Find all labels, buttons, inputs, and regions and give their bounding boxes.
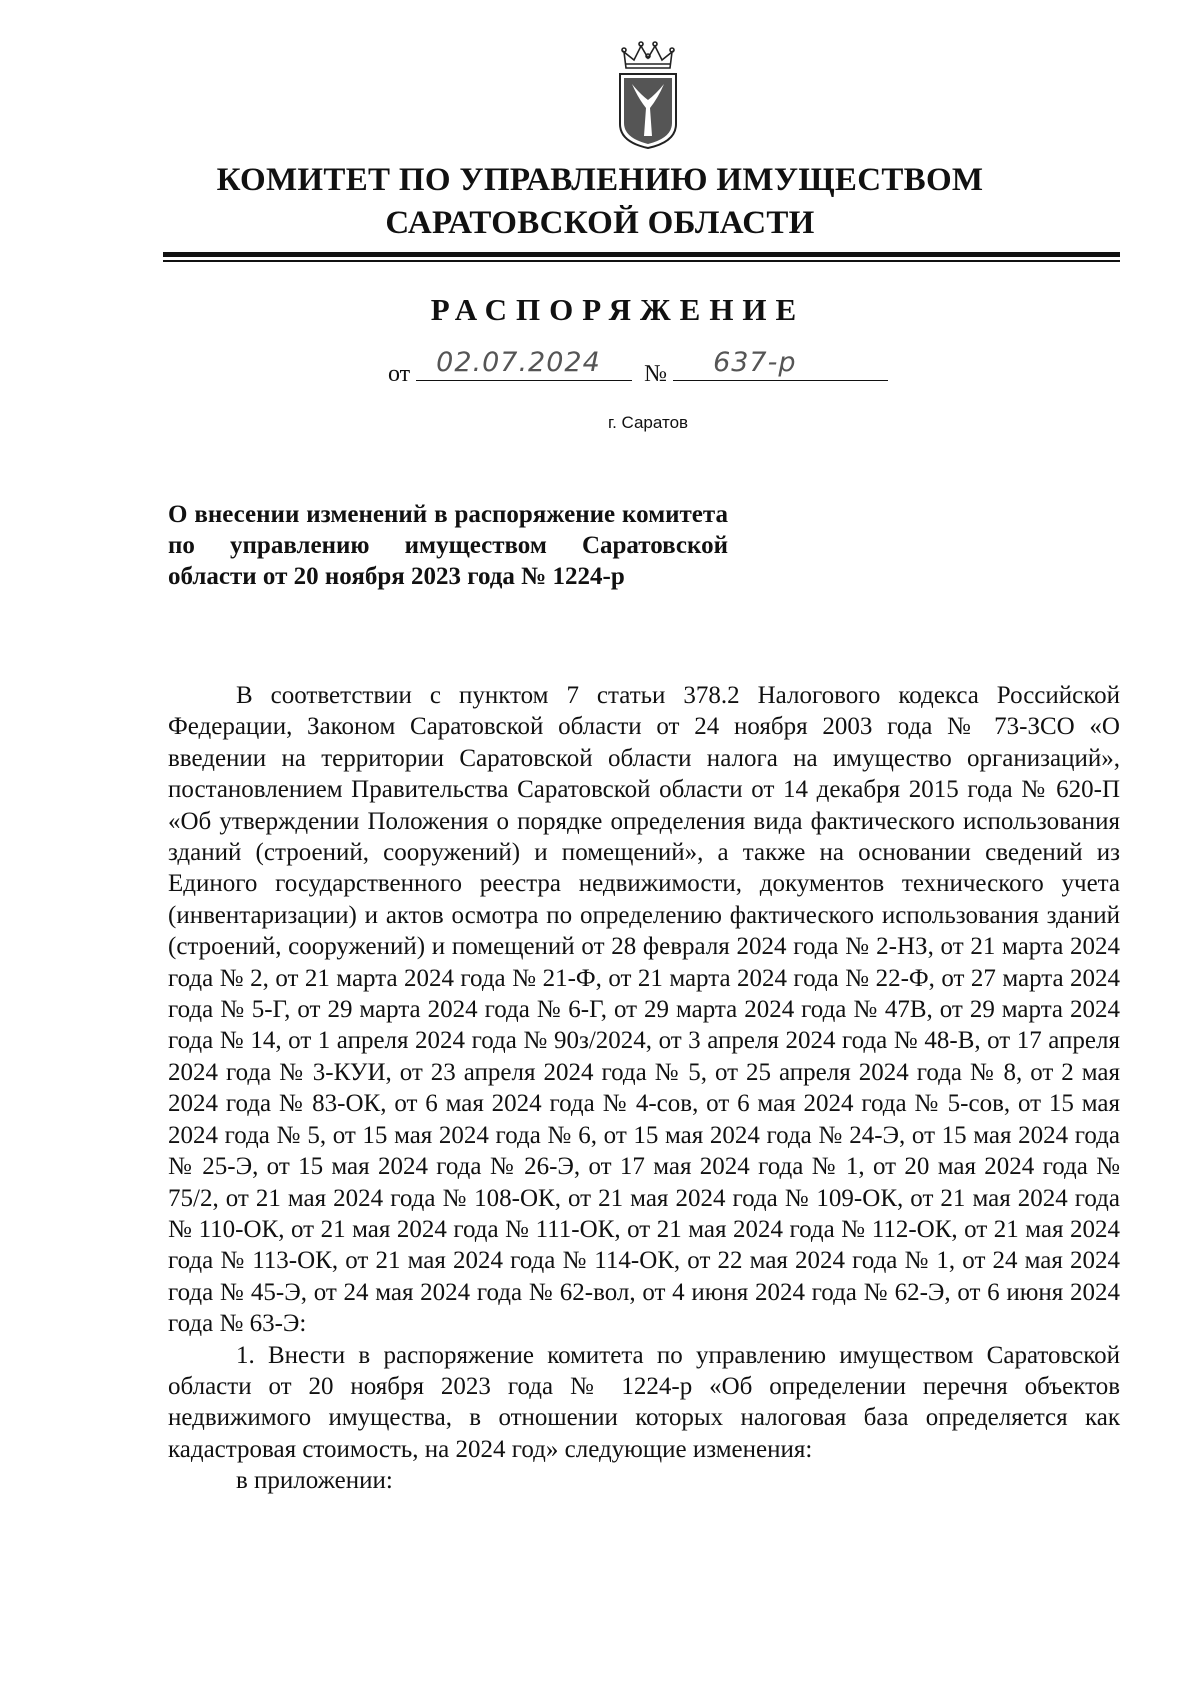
handwritten-number: 637-р [713,347,797,378]
date-prefix: от [388,361,411,387]
item-1-paragraph: 1. Внести в распоряжение комитета по управлению имуществом Саратовской области от 20 ноября 2023 года № 1224-р «Об определении перечня объектов недвижимого имущества, в отношении которых налоговая база определяется как кадастровая стоимость, на 2024 год» следующие изменения: [168,1341,1120,1463]
item-1-subparagraph: в приложении: [236,1467,393,1495]
saratov-coat-of-arms-icon [612,38,684,150]
header-thin-divider [163,260,1120,262]
organization-title-line1: КОМИТЕТ ПО УПРАВЛЕНИЮ ИМУЩЕСТВОМ [216,162,984,198]
city: г. Саратов [607,413,689,432]
document-subject: О внесении изменений в распоряжение комитета по управлению имуществом Саратовской области от 20 ноября 2023 года № 1224-р [168,501,728,590]
number-field [673,347,888,381]
organization-title-line2: САРАТОВСКОЙ ОБЛАСТИ [385,205,815,241]
document-type: РАСПОРЯЖЕНИЕ [430,292,806,327]
header-thick-divider [163,252,1120,257]
date-number-line [388,347,888,388]
number-prefix: № [644,361,668,387]
date-field [416,347,632,381]
preamble-paragraph: В соответствии с пунктом 7 статьи 378.2 Налогового кодекса Российской Федерации, Законом Саратовской области от 24 ноября 2003 года № 73-ЗСО «О введении на территории Саратовской области налога на имущество организаций», постановлением Правительства Саратовской области от 14 декабря 2015 года № 620-П «Об утверждении Положения о порядке определения вида фактического использования зданий (строений, сооружений) и помещений», а также на основании сведений из Единого государственного реестра недвижимости, документов технического учета (инвентаризации) и актов осмотра по определению фактического использования зданий (строений, сооружений) и помещений от 28 февраля 2024 года № 2-НЗ, от 21 марта 2024 года № 2, от 21 марта 2024 года № 21-Ф, от 21 марта 2024 года № 22-Ф, от 27 марта 2024 года № 5-Г, от 29 марта 2024 года № 6-Г, от 29 марта 2024 года № 47В, от 29 марта 2024 года № 14, от 1 апреля 2024 года № 90з/2024, от 3 апреля 2024 года № 48-В, от 17 апреля 2024 года № 3-КУИ, от 23 апреля 2024 года № 5, от 25 апреля 2024 года № 8, от 2 мая 2024 года № 83-ОК, от 6 мая 2024 года № 4-сов, от 6 мая 2024 года № 5-сов, от 15 мая 2024 года № 5, от 15 мая 2024 года № 6, от 15 мая 2024 года № 24-Э, от 15 мая 2024 года № 25-Э, от 15 мая 2024 года № 26-Э, от 17 мая 2024 года № 1, от 20 мая 2024 года № 75/2, от 21 мая 2024 года № 108-ОК, от 21 мая 2024 года № 109-ОК, от 21 мая 2024 года № 110-ОК, от 21 мая 2024 года № 111-ОК, от 21 мая 2024 года № 112-ОК, от 21 мая 2024 года № 113-ОК, от 21 мая 2024 года № 114-ОК, от 22 мая 2024 года № 1, от 24 мая 2024 года № 45-Э, от 24 мая 2024 года № 62-вол, от 4 июня 2024 года № 62-Э, от 6 июня 2024 года № 63-Э: [168,682,1120,1338]
handwritten-date: 02.07.2024 [436,347,601,378]
document-body [168,680,1120,1497]
